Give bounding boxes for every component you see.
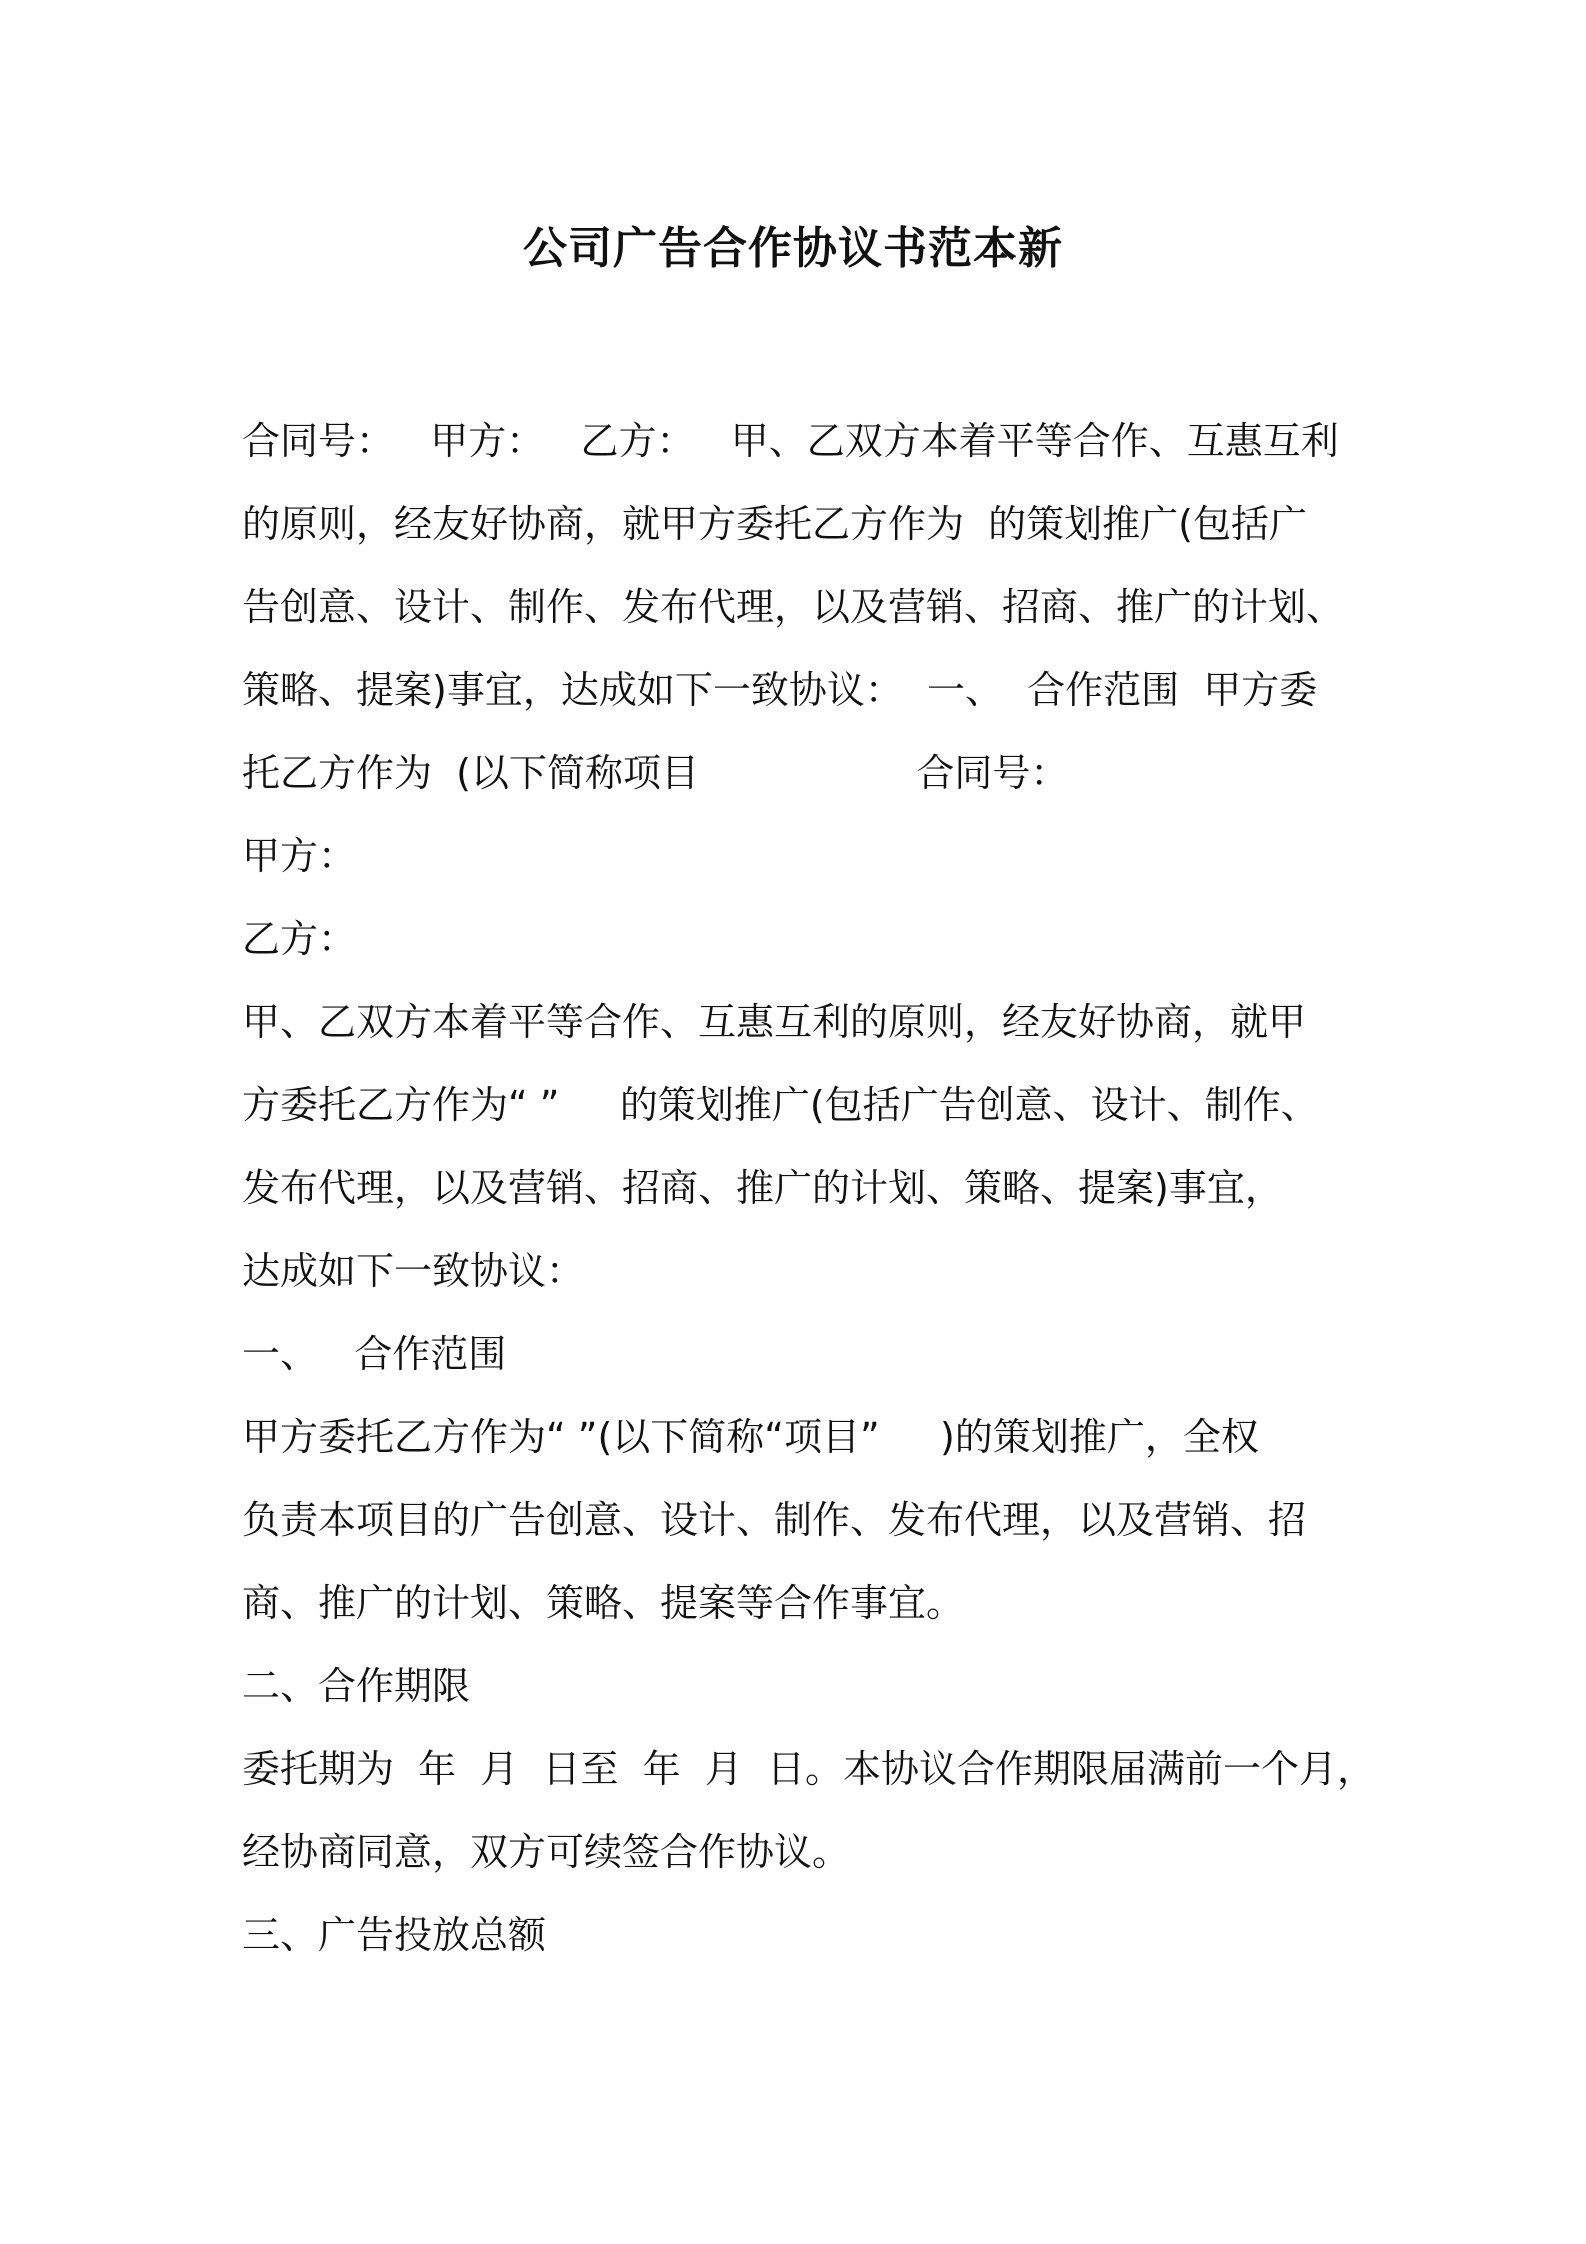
- body-line: 的原则，经友好协商，就甲方委托乙方作为 的策划推广(包括广: [242, 502, 1307, 546]
- body-line: 策略、提案)事宜，达成如下一致协议： 一、 合作范围 甲方委: [242, 668, 1318, 712]
- body-line: 发布代理，以及营销、招商、推广的计划、策略、提案)事宜，: [242, 1166, 1283, 1210]
- section-heading: 二、合作期限: [242, 1664, 471, 1708]
- body-line: 合同号： 甲方： 乙方： 甲、乙双方本着平等合作、互惠互利: [242, 419, 1339, 463]
- body-line: 商、推广的计划、策略、提案等合作事宜。: [242, 1581, 965, 1625]
- body-line: 告创意、设计、制作、发布代理，以及营销、招商、推广的计划、: [242, 585, 1345, 629]
- document-body: [242, 400, 1375, 1977]
- body-line: 甲方委托乙方作为“ ”(以下简称“项目” )的策划推广，全权: [242, 1415, 1259, 1459]
- body-line: 托乙方作为 (以下简称项目 合同号：: [242, 751, 1069, 795]
- body-line: 委托期为 年 月 日至 年 月 日。本协议合作期限届满前一个月，: [242, 1747, 1375, 1791]
- body-line: 甲、乙双方本着平等合作、互惠互利的原则，经友好协商，就甲: [242, 1000, 1307, 1044]
- body-line: 达成如下一致协议：: [242, 1249, 585, 1293]
- party-b-label: 乙方：: [242, 917, 357, 961]
- body-line: 方委托乙方作为“ ” 的策划推广(包括广告创意、设计、制作、: [242, 1083, 1319, 1127]
- body-line: 经协商同意，双方可续签合作协议。: [242, 1830, 851, 1874]
- section-heading: 一、 合作范围: [242, 1332, 507, 1376]
- document-title: 公司广告合作协议书范本新: [523, 223, 1063, 274]
- section-heading: 三、广告投放总额: [242, 1913, 547, 1957]
- party-a-label: 甲方：: [242, 834, 357, 878]
- body-line: 负责本项目的广告创意、设计、制作、发布代理，以及营销、招: [242, 1498, 1307, 1542]
